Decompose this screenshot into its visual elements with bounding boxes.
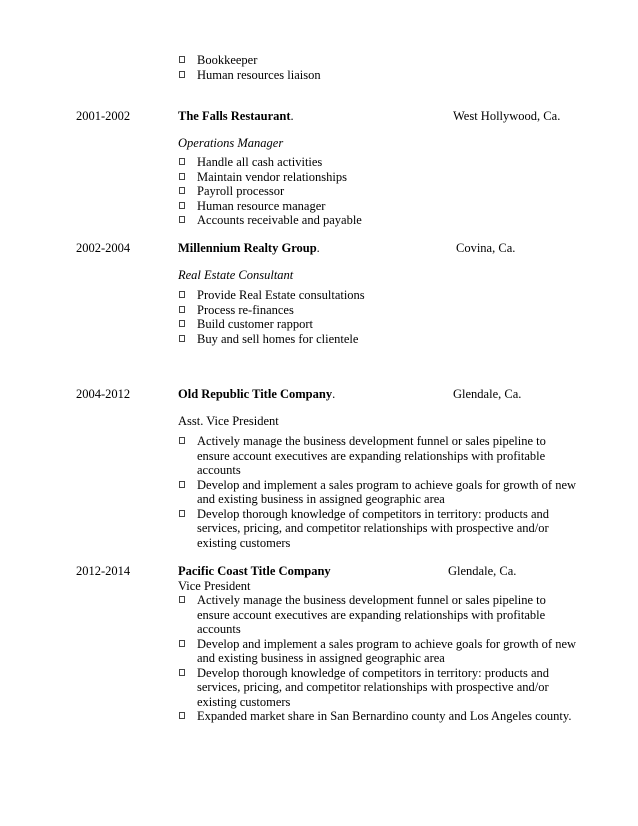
job-bullet-list [178, 593, 578, 724]
company-name: Old Republic Title Company. [178, 387, 336, 401]
job-years: 2002-2004 [76, 241, 131, 255]
bullet-item: Payroll processor [178, 184, 578, 199]
company-name: Pacific Coast Title Company [178, 564, 331, 578]
job-role: Vice President [178, 579, 251, 593]
checkbox-bullet-icon [179, 510, 185, 517]
bullet-item: Actively manage the business development funnel or sales pipeline to ensure account executives are expanding relationships with profitable accounts [178, 434, 578, 478]
job-bullet-list [178, 288, 578, 346]
top-bullet-list [178, 53, 578, 82]
checkbox-bullet-icon [179, 173, 185, 180]
bullet-item: Human resources liaison [178, 68, 578, 83]
checkbox-bullet-icon [179, 640, 185, 647]
job-location: West Hollywood, Ca. [453, 109, 561, 123]
bullet-item: Buy and sell homes for clientele [178, 332, 578, 347]
bullet-item: Handle all cash activities [178, 155, 578, 170]
job-role: Operations Manager [178, 136, 284, 150]
job-years: 2001-2002 [76, 109, 131, 123]
checkbox-bullet-icon [179, 202, 185, 209]
job-bullet-list [178, 155, 578, 228]
company-name: Millennium Realty Group. [178, 241, 320, 255]
bullet-item: Develop and implement a sales program to achieve goals for growth of new and existing business in assigned geographic area [178, 478, 578, 507]
bullet-item: Actively manage the business development funnel or sales pipeline to ensure account executives are expanding relationships with profitable accounts [178, 593, 578, 637]
job-location: Glendale, Ca. [448, 564, 517, 578]
bullet-item: Develop thorough knowledge of competitors in territory: products and services, pricing, and competitor relationships with prospective and/or existing customers [178, 507, 578, 551]
checkbox-bullet-icon [179, 306, 185, 313]
company-name: The Falls Restaurant. [178, 109, 294, 123]
job-years: 2004-2012 [76, 387, 131, 401]
checkbox-bullet-icon [179, 71, 185, 78]
checkbox-bullet-icon [179, 437, 185, 444]
job-location: Glendale, Ca. [453, 387, 522, 401]
checkbox-bullet-icon [179, 596, 185, 603]
bullet-item: Process re-finances [178, 303, 578, 318]
checkbox-bullet-icon [179, 187, 185, 194]
bullet-item: Develop thorough knowledge of competitors in territory: products and services, pricing, and competitor relationships with prospective and/or existing customers [178, 666, 578, 710]
checkbox-bullet-icon [179, 481, 185, 488]
bullet-item: Develop and implement a sales program to achieve goals for growth of new and existing business in assigned geographic area [178, 637, 578, 666]
bullet-item: Build customer rapport [178, 317, 578, 332]
bullet-item: Maintain vendor relationships [178, 170, 578, 185]
bullet-item: Accounts receivable and payable [178, 213, 578, 228]
checkbox-bullet-icon [179, 335, 185, 342]
job-location: Covina, Ca. [456, 241, 516, 255]
job-years: 2012-2014 [76, 564, 131, 578]
job-role: Real Estate Consultant [178, 268, 294, 282]
checkbox-bullet-icon [179, 56, 185, 63]
bullet-item: Human resource manager [178, 199, 578, 214]
checkbox-bullet-icon [179, 712, 185, 719]
job-bullet-list [178, 434, 578, 550]
bullet-item: Expanded market share in San Bernardino county and Los Angeles county. [178, 709, 578, 724]
checkbox-bullet-icon [179, 669, 185, 676]
checkbox-bullet-icon [179, 158, 185, 165]
checkbox-bullet-icon [179, 320, 185, 327]
job-role: Asst. Vice President [178, 414, 279, 428]
checkbox-bullet-icon [179, 291, 185, 298]
checkbox-bullet-icon [179, 216, 185, 223]
bullet-item: Bookkeeper [178, 53, 578, 68]
bullet-item: Provide Real Estate consultations [178, 288, 578, 303]
